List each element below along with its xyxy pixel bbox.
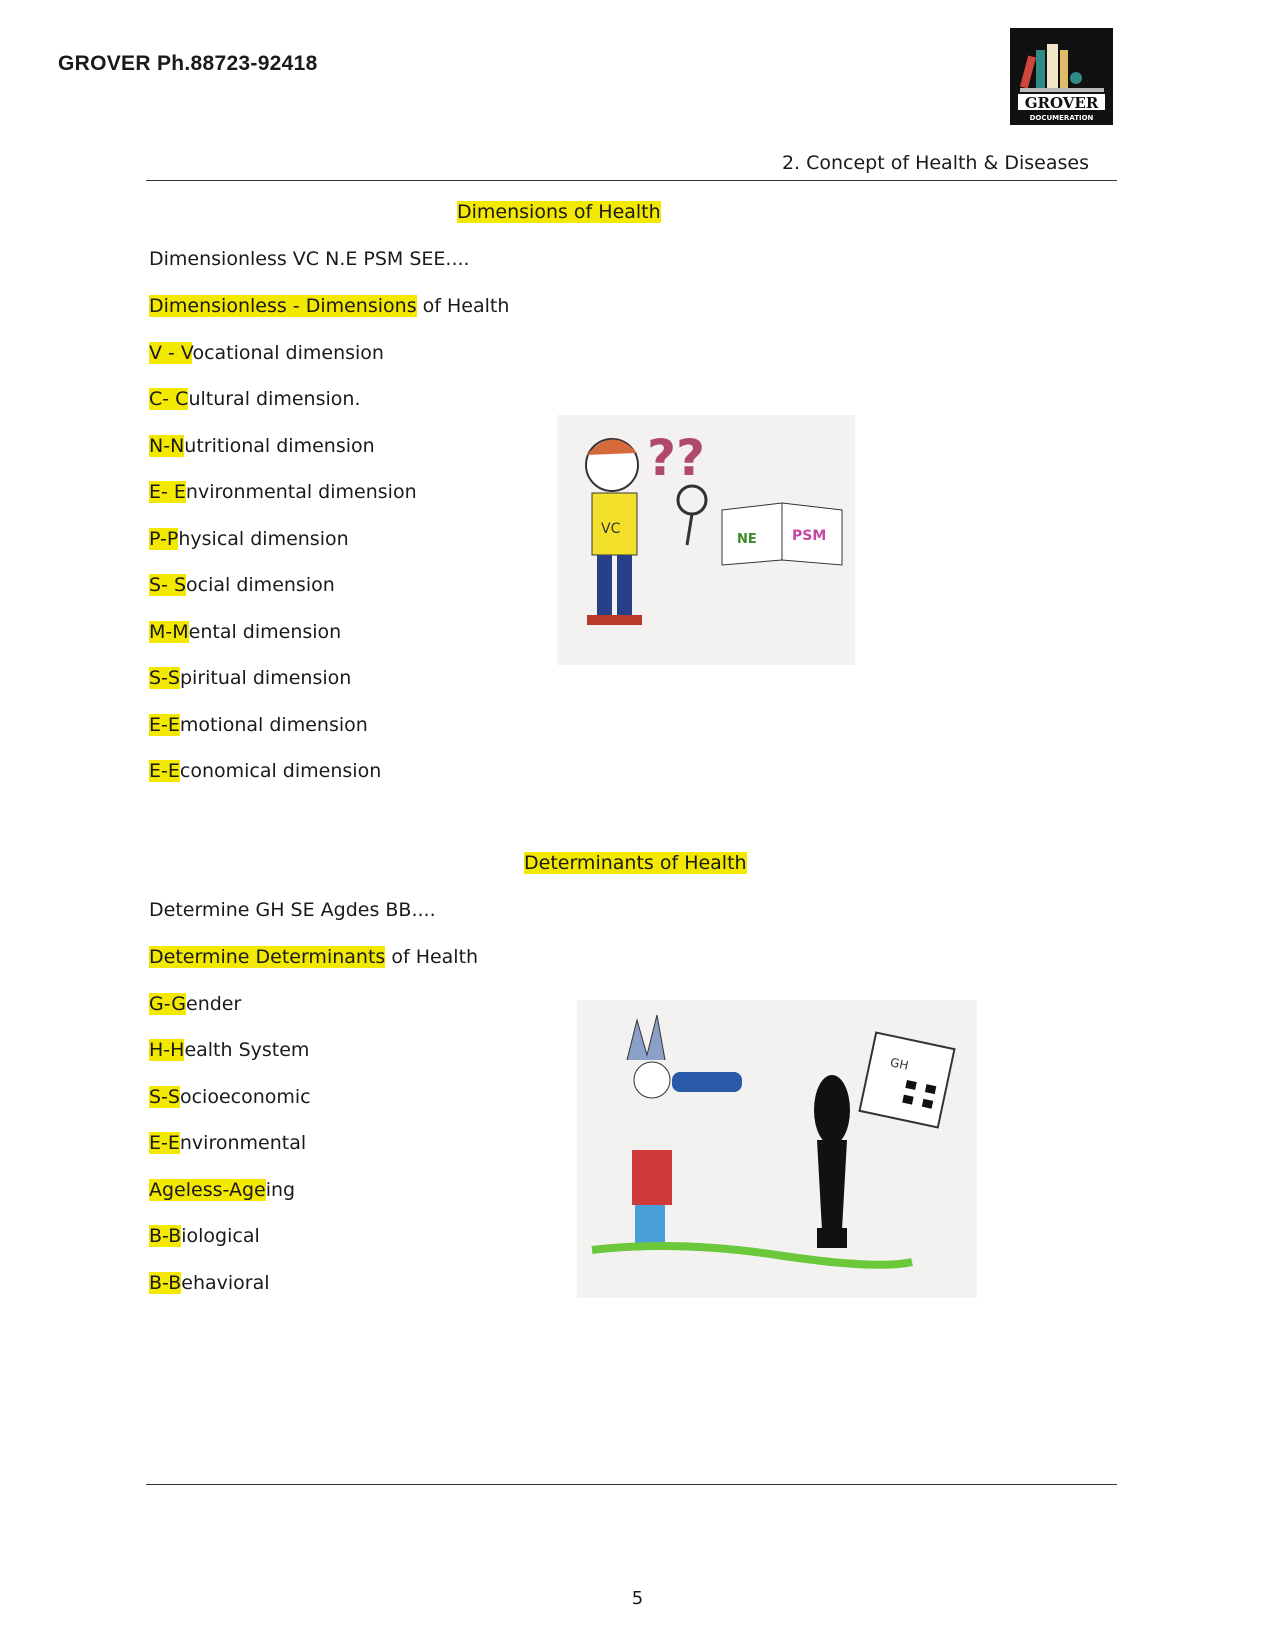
item-text: ental dimension xyxy=(188,620,342,643)
page-number: 5 xyxy=(631,1588,644,1609)
list-item xyxy=(149,1225,260,1247)
item-text: iological xyxy=(181,1225,260,1247)
highlighted-prefix: E-E xyxy=(149,1132,180,1154)
svg-text:PSM: PSM xyxy=(792,528,827,544)
list-item xyxy=(149,946,478,968)
list-item xyxy=(149,388,361,410)
footer-divider xyxy=(146,1484,1117,1485)
highlighted-prefix: M-M xyxy=(149,620,189,643)
highlighted-prefix: S- S xyxy=(149,574,187,596)
dimensions-illustration xyxy=(557,415,855,665)
highlighted-prefix: S-S xyxy=(149,667,180,689)
list-item xyxy=(149,993,241,1015)
list-item xyxy=(149,295,509,317)
list-item xyxy=(149,342,384,364)
svg-text:??: ?? xyxy=(647,429,706,487)
item-text: utritional dimension xyxy=(184,434,375,457)
list-item xyxy=(149,621,341,643)
svg-text:GH: GH xyxy=(888,1055,910,1073)
list-item xyxy=(149,1039,309,1061)
highlighted-prefix: S-S xyxy=(149,1085,180,1108)
list-item xyxy=(149,714,368,736)
svg-text:DOCUMERATION: DOCUMERATION xyxy=(1029,114,1094,122)
item-text: of Health xyxy=(416,295,510,317)
header-divider xyxy=(146,180,1117,181)
section-heading-determinants: Determinants of Health xyxy=(524,852,747,874)
dimensions-mnemonic: Dimensionless VC N.E PSM SEE.... xyxy=(149,248,470,270)
determinants-mnemonic: Determine GH SE Agdes BB.... xyxy=(149,899,436,921)
list-item xyxy=(149,1132,306,1154)
item-text: ealth System xyxy=(184,1039,310,1061)
item-text: ender xyxy=(186,992,242,1015)
highlighted-prefix: H-H xyxy=(149,1039,185,1061)
logo-text: GROVER xyxy=(1024,94,1099,112)
highlighted-prefix: B-B xyxy=(149,1271,182,1294)
item-text: piritual dimension xyxy=(179,667,352,689)
svg-text:NE: NE xyxy=(737,532,757,547)
list-item xyxy=(149,1179,295,1201)
list-item xyxy=(149,667,351,689)
item-text: ing xyxy=(265,1178,296,1201)
highlighted-prefix: V - V xyxy=(149,341,193,364)
highlighted-prefix: Dimensionless - Dimensions xyxy=(149,295,417,317)
highlighted-prefix: G-G xyxy=(149,992,186,1015)
item-text: ocial dimension xyxy=(186,574,335,596)
svg-text:VC: VC xyxy=(601,521,621,537)
item-text: ehavioral xyxy=(181,1271,270,1294)
item-text: ultural dimension. xyxy=(188,388,361,410)
highlighted-prefix: E- E xyxy=(149,481,186,503)
highlighted-prefix: P-P xyxy=(149,527,179,550)
highlighted-prefix: B-B xyxy=(149,1225,182,1247)
item-text: motional dimension xyxy=(179,713,368,736)
item-text: nvironmental dimension xyxy=(185,481,417,503)
list-item xyxy=(149,435,375,457)
highlighted-prefix: N-N xyxy=(149,434,185,457)
item-text: conomical dimension xyxy=(179,760,382,782)
section-heading-dimensions: Dimensions of Health xyxy=(457,201,661,223)
highlighted-prefix: E-E xyxy=(149,760,180,782)
brand-phone: GROVER Ph.88723-92418 xyxy=(58,52,318,75)
item-text: of Health xyxy=(385,946,479,968)
item-text: ocational dimension xyxy=(192,341,384,364)
item-text: nvironmental xyxy=(179,1132,307,1154)
determinants-illustration xyxy=(577,1000,977,1298)
list-item xyxy=(149,481,417,503)
list-item xyxy=(149,574,335,596)
item-text: ocioeconomic xyxy=(179,1085,311,1108)
list-item xyxy=(149,1272,270,1294)
grover-logo xyxy=(1010,28,1113,125)
highlighted-prefix: Determine Determinants xyxy=(149,946,386,968)
item-text: hysical dimension xyxy=(178,527,349,550)
highlighted-prefix: E-E xyxy=(149,713,180,736)
highlighted-prefix: C- C xyxy=(149,388,189,410)
chapter-title: 2. Concept of Health & Diseases xyxy=(781,152,1089,174)
list-item xyxy=(149,1086,311,1108)
list-item xyxy=(149,528,349,550)
list-item xyxy=(149,760,381,782)
highlighted-prefix: Ageless-Age xyxy=(149,1178,266,1201)
